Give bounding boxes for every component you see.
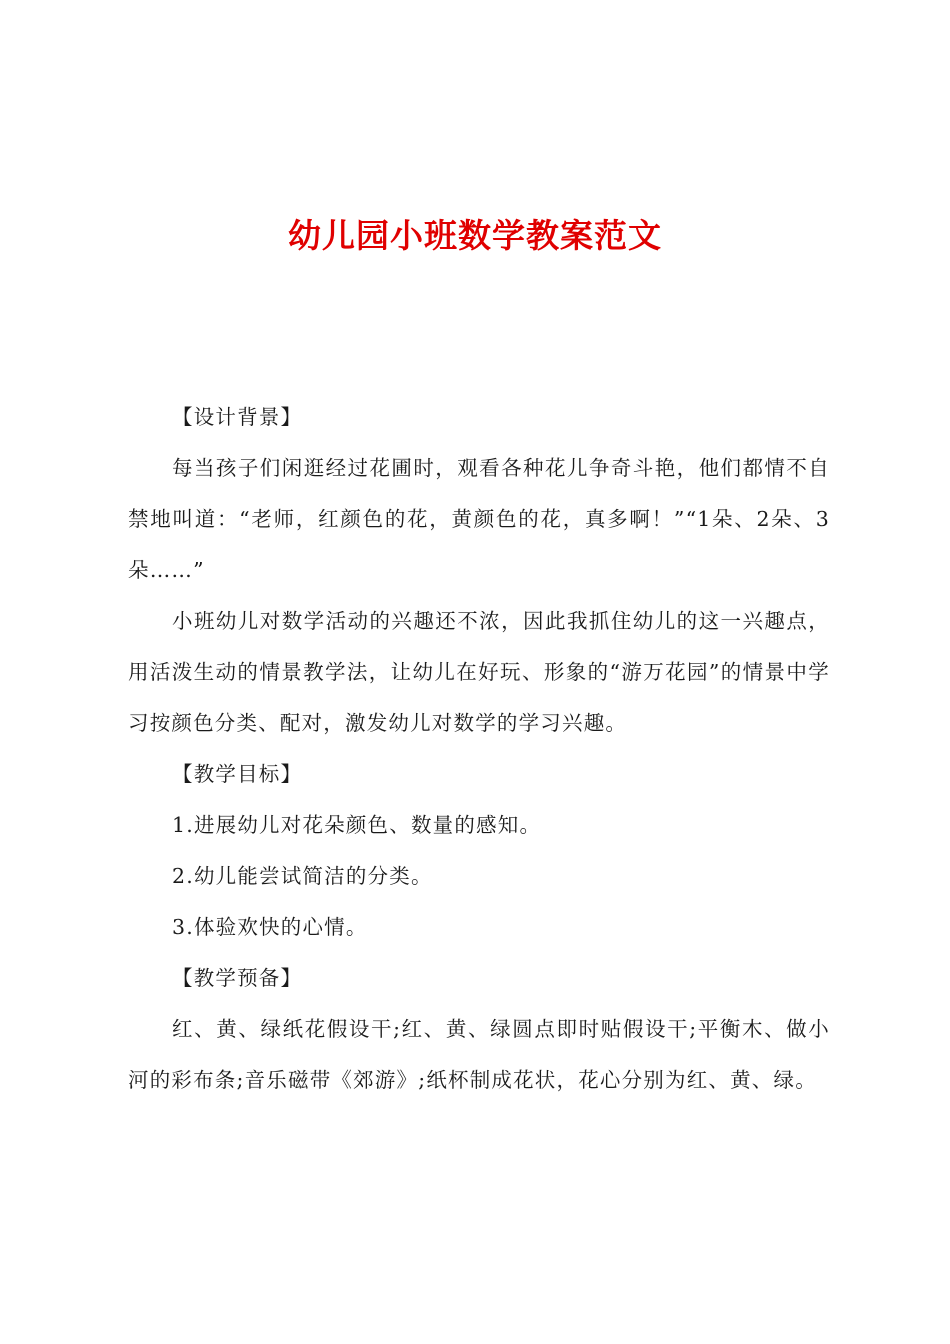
goal-item-2: 2.幼儿能尝试简洁的分类。 — [172, 864, 433, 888]
paragraph-background-2: 小班幼儿对数学活动的兴趣还不浓，因此我抓住幼儿的这一兴趣点，用活泼生动的情景教学法，让幼儿在好玩、形象的“游万花园”的情景中学习按颜色分类、配对，激发幼儿对数学的学习兴趣。 — [128, 609, 830, 735]
document-title: 幼儿园小班数学教案范文 — [288, 216, 662, 255]
document-body — [128, 392, 830, 1106]
section-heading-design-background: 【设计背景】 — [172, 405, 303, 429]
goal-item-3: 3.体验欢快的心情。 — [172, 915, 368, 939]
goal-item-1: 1.进展幼儿对花朵颜色、数量的感知。 — [172, 813, 542, 837]
paragraph-preparation: 红、黄、绿纸花假设干;红、黄、绿圆点即时贴假设干;平衡木、做小河的彩布条;音乐磁带《郊游》;纸杯制成花状，花心分别为红、黄、绿。 — [128, 1017, 830, 1092]
section-heading-teaching-preparation: 【教学预备】 — [172, 966, 303, 990]
section-heading-teaching-goals: 【教学目标】 — [172, 762, 303, 786]
paragraph-background-1: 每当孩子们闲逛经过花圃时，观看各种花儿争奇斗艳，他们都情不自禁地叫道：“老师，红颜色的花，黄颜色的花，真多啊！”“1朵、2朵、3朵……” — [128, 456, 830, 582]
